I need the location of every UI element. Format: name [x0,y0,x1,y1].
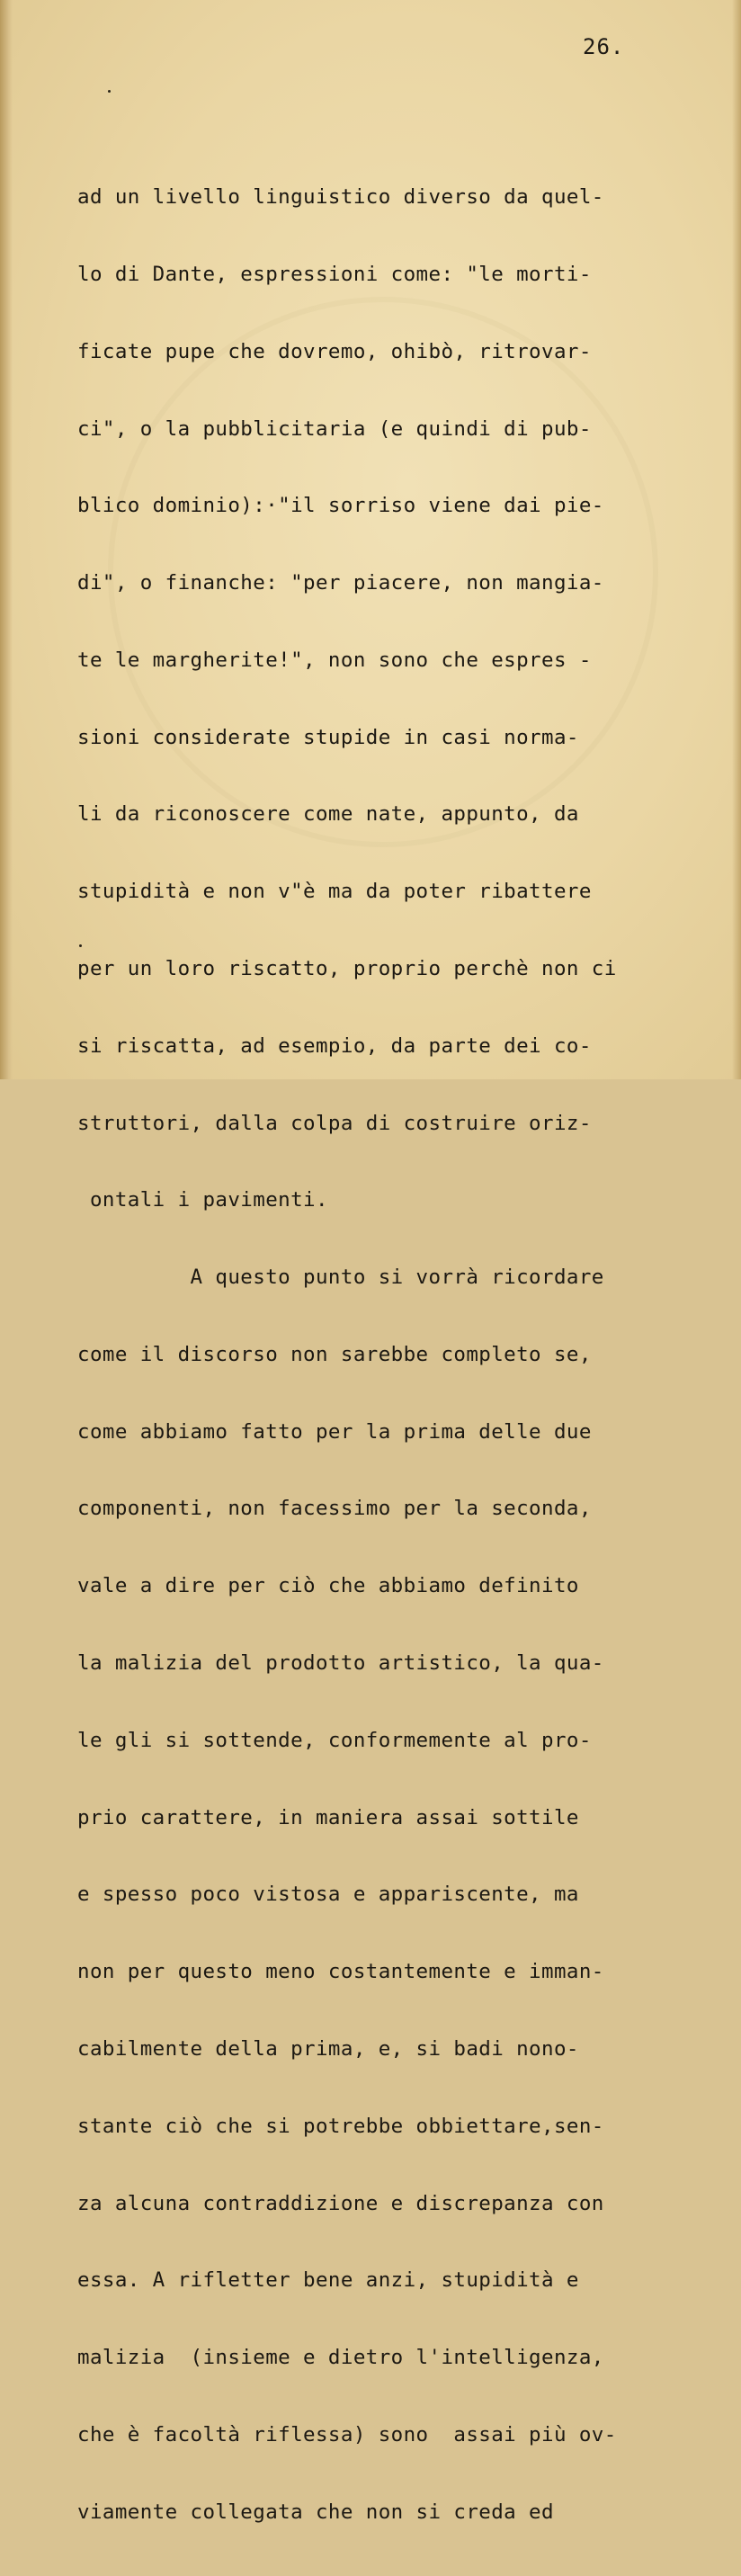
text-line: la malizia del prodotto artistico, la qua- [77,1651,604,1676]
text-line: malizia (insieme e dietro l'intelligenza, [77,2346,604,2370]
text-line: e spesso poco vistosa e appariscente, ma [77,1883,579,1907]
text-line: te le margherite!", non sono che espres - [77,648,592,672]
text-line: per un loro riscatto, proprio perchè non ci [77,957,617,980]
ink-speck [108,90,111,93]
page-edge-right [732,0,741,1079]
text-line: componenti, non facessimo per la seconda, [77,1497,592,1521]
text-line: non per questo meno costantemente e imman- [77,1960,604,1984]
text-line: li da riconoscere come nate, appunto, da [77,802,579,827]
page-number: 26. [583,34,625,59]
text-line: vale a dire per ciò che abbiamo definito [77,1574,579,1598]
text-line: stante ciò che si potrebbe obbiettare,sen- [77,2114,604,2138]
text-line: essa. A rifletter bene anzi, stupidità e [77,2268,579,2293]
ink-speck [79,944,82,947]
text-line: si riscatta, ad esempio, da parte dei co- [77,1033,592,1058]
text-line: za alcuna contraddizione e discrepanza con [77,2191,604,2215]
text-line: stupidità e non v"è ma da poter ribattere [77,880,592,904]
text-line: viamente collegata che non si creda ed [77,2500,554,2524]
text-line: cabilmente della prima, e, si badi nono- [77,2036,579,2061]
text-line: struttori, dalla colpa di costruire oriz- [77,1111,592,1135]
text-line: A questo punto si vorrà ricordare [77,1266,604,1290]
page-edge-left [0,0,13,1079]
text-line: lo di Dante, espressioni come: "le morti- [77,262,592,286]
text-line: sioni considerate stupide in casi norma- [77,725,579,749]
body-text [77,133,707,2576]
text-line: ficate pupe che dovremo, ohibò, ritrovar- [77,339,592,363]
text-line: le gli si sottende, conformemente al pro- [77,1728,592,1752]
text-line: blico dominio):·"il sorriso viene dai pie- [77,494,604,518]
text-line: prio carattere, in maniera assai sottile [77,1805,579,1829]
text-line: come il discorso non sarebbe completo se, [77,1342,592,1366]
text-line: come abbiamo fatto per la prima delle due [77,1419,592,1444]
text-line: ad un livello linguistico diverso da quel- [77,185,604,210]
text-line: di", o finanche: "per piacere, non mangia- [77,571,604,595]
text-line: che è facoltà riflessa) sono assai più ov- [77,2422,617,2446]
text-line: ontali i pavimenti. [77,1188,328,1212]
text-line: ci", o la pubblicitaria (e quindi di pub- [77,416,592,441]
